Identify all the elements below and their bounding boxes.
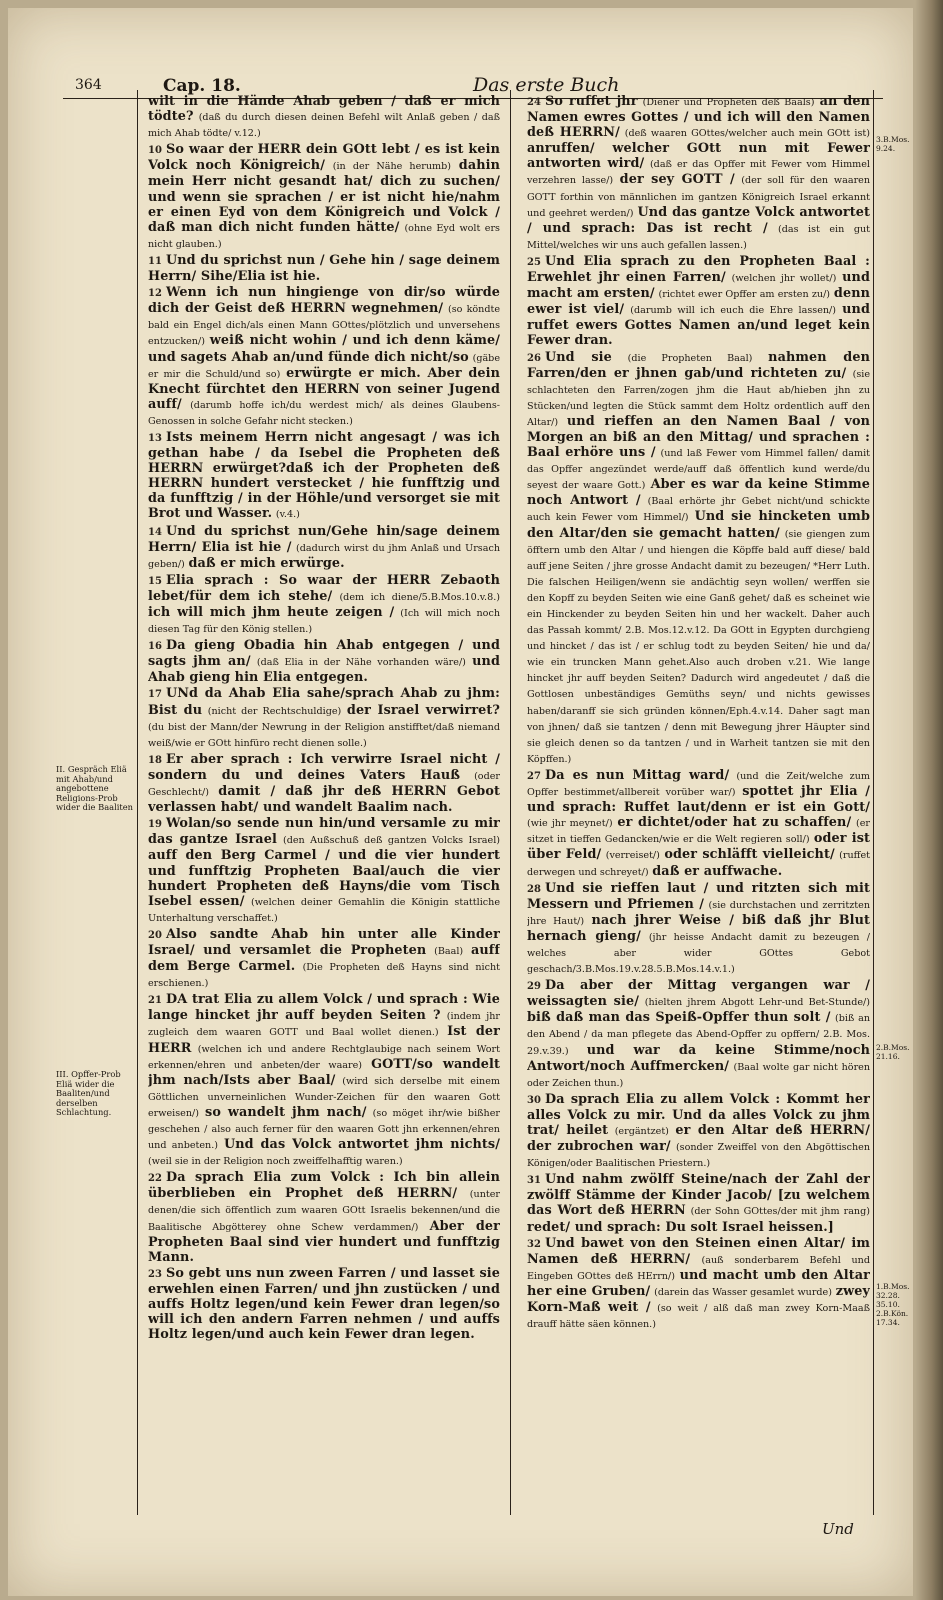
verse-paragraph (527, 768, 870, 880)
verse-number: 31 (527, 1175, 541, 1187)
verse-text: auff den Berg Carmel / und die vier hundert und funfftzig Propheten Baal/auch die vier hundert Propheten deß Hayns/die vom Tisch Isebel essen/ (148, 848, 500, 909)
verse-number: 23 (148, 1268, 162, 1280)
verse-text: So waar der HERR dein GOtt lebt / es ist kein Volck noch Königreich/ (148, 142, 500, 174)
verse-text: auff dem Berge Carmel. (148, 942, 500, 975)
verse-text: biß daß man das Speiß-Opffer thun solt / (527, 1010, 831, 1026)
column-rule-center (510, 90, 511, 1515)
gloss-text: (der soll für den waaren GOTT forthin von männlichen im gantzen Königreich Israel erkannt und geehret werden/) (527, 175, 870, 219)
gloss-text: (indem jhr zugleich dem waaren GOTT und Baal wollet dienen.) (148, 1011, 500, 1039)
verse-number: 24 (527, 97, 541, 108)
verse-number: 26 (527, 352, 541, 364)
gloss-text: (sie durchstachen und zerritzten jhre Haut/) (527, 899, 870, 927)
gloss-text: (ohne Eyd wolt ers nicht glauben.) (148, 222, 500, 250)
verse-paragraph (527, 881, 870, 978)
gloss-text: (Die Propheten deß Hayns sind nicht erschienen.) (148, 962, 500, 990)
verse-text: Ists meinem Herrn nicht angesagt / was ich gethan habe / da Isebel die Propheten deß HERRN erwürget?daß ich der Propheten deß HERRN hundert verstecket / hie funfftzig und da funfftzig / in der Höhle/und versorget sie mit Brot und Wasser. (148, 429, 500, 522)
book-title: Das erste Buch (473, 74, 620, 96)
margin-note-ii: II. Gespräch Eliä mit Ahab/und angebottene Religions-Prob wider die Baaliten (56, 764, 133, 813)
verse-text: er den Altar deß HERRN/ der zubrochen war/ (527, 1123, 870, 1155)
verse-text: Und sie rieffen laut / und ritzten sich mit Messern und Pfriemen / (527, 880, 870, 912)
verse-number: 18 (148, 754, 162, 766)
verse-paragraph (527, 978, 870, 1091)
verse-paragraph (148, 142, 500, 252)
gloss-text: (welchen deiner Gemahlin die Königin stattliche Unterhaltung verschaffet.) (148, 896, 500, 924)
chapter-label: Cap. 18. (163, 76, 241, 96)
gloss-text: (so möget ihr/wie bißher geschehen / also auch ferner für den waaren Gott jhn erkennen/ehren und anbeten.) (148, 1107, 500, 1152)
verse-text: Da gieng Obadia hin Ahab entgegen / und sagts jhm an/ (148, 638, 500, 670)
gloss-text: (Ich will mich noch diesen Tag für den König stellen.) (148, 608, 500, 636)
verse-paragraph (148, 430, 500, 523)
verse-text: er dichtet/oder hat zu schaffen/ (617, 815, 852, 831)
verse-paragraph (527, 1236, 870, 1333)
gloss-text: (Diener und Propheten deß Baals) (642, 97, 815, 108)
gloss-text: (darein das Wasser gesamlet wurde) (654, 1286, 832, 1298)
verse-text: der Israel verwirret? (346, 702, 500, 718)
gloss-text: (weil sie in der Religion noch zweiffelhafftig waren.) (148, 1156, 403, 1168)
verse-number: 15 (148, 575, 162, 587)
gloss-text: (dem ich diene/5.B.Mos.10.v.8.) (339, 591, 500, 603)
margin-rule-left (137, 90, 138, 1515)
gloss-text: (dadurch wirst du jhm Anlaß und Ursach geben/) (148, 542, 500, 570)
verse-paragraph (148, 1266, 500, 1342)
verse-number: 11 (148, 255, 162, 267)
gloss-text: (gäbe er mir die Schuld/und so) (148, 352, 500, 380)
gloss-text: (welchen jhr wollet/) (731, 273, 837, 285)
verse-text: und macht am ersten/ (527, 270, 870, 302)
verse-number: 32 (527, 1238, 541, 1250)
verse-text: und Ahab gieng hin Elia entgegen. (148, 654, 500, 686)
gloss-text: (das ist ein gut Mittel/welches wir uns auch gefallen lassen.) (527, 223, 870, 251)
verse-text: Aber der Propheten Baal sind vier hundert und funfftzig Mann. (148, 1218, 500, 1265)
margin-ref-3: 1.B.Mos. 32.28. 35.10. 2.B.Kön. 17.34. (876, 1282, 910, 1327)
verse-number: 21 (148, 995, 162, 1007)
verse-text: Da sprach Elia zum Volck : Ich bin allein überblieben ein Prophet deß HERRN/ (148, 1170, 500, 1202)
gloss-text: (daß er das Opffer mit Fewer vom Himmel verzehren lasse/) (527, 159, 870, 187)
gloss-text: (auß sonderbarem Befehl und Eingeben GOttes deß HErrn/) (527, 1254, 870, 1282)
margin-ref-2: 2.B.Mos. 21.16. (876, 1043, 910, 1061)
verse-paragraph (148, 686, 500, 750)
verse-text: zwey Korn-Maß weit / (527, 1283, 870, 1316)
verse-paragraph (148, 927, 500, 991)
gloss-text: (daß du durch diesen deinen Befehl wilt Anlaß geben / daß mich Ahab tödte/ v.12.) (148, 112, 500, 140)
gloss-text: (nicht der Rechtschuldige) (207, 705, 342, 717)
gloss-text: (wie jhr meynet/) (527, 818, 613, 830)
verse-text: Er aber sprach : Ich verwirre Israel nicht / sondern du und deines Vaters Hauß (148, 751, 500, 783)
verse-text: spottet jhr Elia / und sprach: Ruffet laut/denn er ist ein Gott/ (527, 784, 870, 816)
verse-text: Wenn ich nun hingienge von dir/so würde dich der Geist deß HERRN wegnehmen/ (148, 285, 500, 317)
verse-text: und war da keine Stimme/noch Antwort/noch Auffmercken/ (527, 1042, 870, 1074)
verse-text: Und sie (545, 349, 612, 365)
gloss-text: (wird sich derselbe mit einem Göttlichen unverneinlichen Wunder-Zeichen für den waaren Gott erweisen/) (148, 1075, 500, 1119)
gloss-text: (so köndte bald ein Engel dich/als einen Mann GOttes/plötzlich und unversehens entzucken/) (148, 304, 500, 348)
verse-text: und macht umb den Altar her eine Gruben/ (527, 1267, 870, 1299)
gloss-text: (und die Zeit/welche zum Opffer bestimmet/allbereit vorüber war/) (527, 770, 870, 799)
verse-paragraph (527, 94, 870, 253)
verse-text: Und bawet von den Steinen einen Altar/ im Namen deß HERRN/ (527, 1235, 870, 1267)
verse-paragraph (148, 94, 500, 141)
verse-number: 19 (148, 819, 162, 831)
gloss-text: (in der Nähe herumb) (332, 161, 452, 173)
verse-text: Aber es war da keine Stimme noch Antwort / (527, 477, 870, 509)
verse-text: an den Namen ewres Gottes / und ich will den Namen deß HERRN/ (527, 94, 870, 141)
verse-text: Da sprach Elia zu allem Volck : Kommt her alles Volck zu mir. Und da alles Volck zu jhm trat/ heilet (527, 1091, 870, 1138)
verse-text: Und nahm zwölff Steine/nach der Zahl der zwölff Stämme der Kinder Jacob/ [zu welchem das Wort deß HERRN (527, 1172, 870, 1219)
gloss-text: (sie giengen zum öfftern umb den Altar / und hiengen die Köpffe bald auff diese/ bald auff jene Seiten / jhre grosse Andacht damit zu bezeugen/ *Herr Luth. Die falschen Heiligen/wenn sie andächtig seyn wollen/ werffen sie den Kopff zu beyden Seiten wie eine Ganß gehet/ daß es scheinet wie ein Hinckender zu beyden Seiten hin und her wackelt. Daher auch das Passah kommt/ 2.B. Mos.12.v.12. Da GOtt in Egypten durchgieng und hincket / das ist / er schlug todt zu beyden Seiten/ hie und da/ wie ein truncken Mann gehet.Also auch droben v.21. Wie lange hincket jhr auff beyden Seiten? Dadurch wird angedeutet / daß die Gottlosen unbeständiges Gemüths seyn/ und nichts gewisses haben/daranff sie sich gründen können/Eph.4.v.14. Daher sagt man von jhnen/ daß sie tantzen / denn mit Bewegung jhrer Häupter sind sie gleich denen so da tantzen / und in Warheit tantzen sie mit den Köpffen.) (527, 528, 870, 765)
gloss-text: (v.4.) (275, 509, 300, 521)
gloss-text: (darumb will ich euch die Ehre lassen/) (630, 305, 837, 317)
verse-paragraph (148, 992, 500, 1169)
gloss-text: (Baal erhörte jhr Gebet nicht/und schickte auch kein Fewer vom Himmel/) (527, 496, 870, 524)
verse-text: Wolan/so sende nun hin/und versamle zu mir das gantze Israel (148, 816, 500, 848)
margin-rule-right (873, 90, 874, 1515)
verse-text: Da es nun Mittag ward/ (545, 767, 730, 783)
gloss-text: (den Außschuß deß gantzen Volcks Israel) (283, 835, 500, 847)
verse-number: 10 (148, 145, 162, 157)
verse-paragraph (148, 285, 500, 429)
verse-text: UNd da Ahab Elia sahe/sprach Ahab zu jhm: Bist du (148, 686, 500, 718)
verse-text: daß er auffwache. (652, 863, 783, 879)
gloss-text: (die Propheten Baal) (627, 352, 753, 364)
verse-text: erwürgte er mich. Aber dein Knecht fürchtet den HERRN von seiner Jugend auff/ (148, 365, 500, 412)
verse-text: DA trat Elia zu allem Volck / und sprach : Wie lange hincket jhr auff beyden Seiten ? (148, 992, 500, 1024)
verse-text: weiß nicht wohin / und ich denn käme/ und sagets Ahab an/und fünde dich nicht/so (148, 333, 500, 365)
verse-text: So ruffet jhr (545, 94, 638, 109)
verse-text: Und das Volck antwortet jhm nichts/ (223, 1137, 500, 1153)
gloss-text: (richtet ewer Opffer am ersten zu/) (658, 289, 831, 301)
gloss-text: (Baal wolte gar nicht hören oder Zeichen thun.) (527, 1061, 870, 1089)
verse-text: Und du sprichst nun/Gehe hin/sage deinem Herrn/ Elia ist hie / (148, 523, 500, 555)
margin-ref-1: 3.B.Mos. 9.24. (876, 135, 910, 153)
gloss-text: (du bist der Mann/der Newrung in der Religion anstifftet/daß niemand weiß/wie er GOtt hinfüro recht dienen solle.) (148, 721, 500, 749)
binding-fold (915, 0, 943, 1600)
gloss-text: (der Sohn GOttes/der mit jhm rang) (690, 1206, 870, 1218)
gloss-text: (und laß Fewer vom Himmel fallen/ damit das Opffer angezündet werde/auff daß öffentlich kund werde/du seyest der waare Gott.) (527, 448, 870, 492)
verse-text: daß er mich erwürge. (188, 555, 345, 571)
gloss-text: (Baal) (434, 945, 464, 957)
verse-text: redet/ und sprach: Du solt Israel heissen.] (527, 1219, 834, 1235)
gloss-text: (ergäntzet) (614, 1126, 669, 1137)
verse-number: 27 (527, 770, 541, 782)
gloss-text: (verreiset/) (605, 850, 660, 862)
margin-note-iii: III. Opffer-Prob Eliä wider die Baaliten/und derselben Schlachtung. (56, 1069, 121, 1118)
verse-number: 20 (148, 929, 162, 941)
verse-text: GOTT/so wandelt jhm nach/Ists aber Baal/ (148, 1056, 500, 1088)
verse-number: 22 (148, 1173, 162, 1185)
verse-number: 29 (527, 981, 541, 993)
verse-paragraph (527, 1172, 870, 1234)
verse-text: Da aber der Mittag vergangen war / weissagten sie/ (527, 978, 870, 1010)
verse-text: so wandelt jhm nach/ (205, 1104, 367, 1120)
page-number: 364 (75, 77, 102, 93)
verse-text: Und sie hincketen umb den Altar/den sie gemacht hatten/ (527, 509, 870, 541)
verse-paragraph (148, 573, 500, 637)
verse-paragraph (148, 253, 500, 284)
verse-text: Und Elia sprach zu den Propheten Baal : Erwehlet jhr einen Farren/ (527, 253, 870, 286)
gloss-text: (daß Elia in der Nähe vorhanden wäre/) (256, 657, 466, 669)
verse-paragraph (527, 254, 870, 349)
verse-number: 12 (148, 288, 162, 300)
verse-number: 30 (527, 1094, 541, 1106)
verse-paragraph (148, 1170, 500, 1265)
verse-paragraph (148, 752, 500, 815)
verse-paragraph (148, 638, 500, 685)
verse-paragraph (527, 1092, 870, 1171)
gloss-text: (unter denen/die sich öffentlich zum waaren GOtt Israelis bekennen/und die Baalitische Abgötterey ohne Schew verdammen/) (148, 1189, 500, 1233)
verse-text: wilt in die Hände Ahab geben / daß er mich tödte? (148, 94, 500, 125)
gloss-text: (sonder Zweiffel von den Abgöttischen Königen/oder Baalitischen Priestern.) (527, 1142, 870, 1170)
gloss-text: (welchen ich und andere Rechtglaubige nach seinem Wort erkennen/ehren und anbeten/der waare) (148, 1043, 500, 1071)
verse-text: denn ewer ist viel/ (527, 286, 870, 318)
verse-text: Ist der HERR (148, 1024, 500, 1056)
catchword: Und (822, 1520, 854, 1538)
gloss-text: (jhr heisse Andacht damit zu bezeugen / welches aber wider GOttes Gebot geschach/3.B.Mos.19.v.28.5.B.Mos.14.v.1.) (527, 931, 870, 976)
verse-paragraph (148, 524, 500, 572)
gloss-text: (so weit / alß daß man zwey Korn-Maaß drauff hätte säen können.) (527, 1303, 870, 1331)
verse-text: So gebt uns nun zween Farren / und lasset sie erwehlen einen Farren/ und jhn zustücken / und auffs Holtz legen/und kein Fewer dran legen/so will ich den andern Farren nehmen / und auffs Holtz legen/und auch kein Fewer dran legen. (148, 1265, 500, 1343)
verse-number: 17 (148, 689, 162, 701)
verse-text: der sey GOTT / (619, 172, 735, 188)
gloss-text: (sie schlachteten den Farren/zogen jhm die Haut ab/hieben jhn zu Stücken/und legten die Stück sammt dem Holtz ordentlich auff den Altar/) (527, 368, 870, 428)
text-column-left (148, 94, 500, 1514)
gloss-text: (darumb hoffe ich/du werdest mich/ als deines Glaubens-Genossen in solche Gefahr nicht stecken.) (148, 399, 500, 427)
verse-number: 28 (527, 883, 541, 895)
text-column-right (527, 94, 870, 1514)
verse-text: damit / daß jhr deß HERRN Gebot verlassen habt/ und wandelt Baalim nach. (148, 784, 500, 816)
verse-text: anruffen/ welcher GOtt nun mit Fewer antworten wird/ (527, 141, 870, 172)
verse-text: oder ist über Feld/ (527, 831, 870, 863)
verse-text: dahin mein Herr nicht gesandt hat/ dich zu suchen/ und wenn sie sprachen / er ist nicht hie/nahm er einen Eyd von dem Königreich und Volck / daß man dich nicht funden hätte/ (148, 158, 500, 235)
gloss-text: (er sitzet in tieffen Gedancken/wie er die Welt regieren soll/) (527, 818, 870, 846)
verse-number: 14 (148, 526, 162, 538)
verse-text: und rieffen an den Namen Baal / von Morgen an biß an den Mittag/ und sprachen : Baal erhöre uns / (527, 413, 870, 461)
verse-paragraph (527, 350, 870, 767)
gloss-text: (deß waaren GOttes/welcher auch mein GOtt ist) (624, 128, 870, 140)
verse-text: nahmen den Farren/den er jhnen gab/und richteten zu/ (527, 349, 870, 381)
verse-number: 25 (527, 256, 541, 268)
verse-number: 13 (148, 432, 162, 444)
verse-text: oder schläfft vielleicht/ (664, 847, 835, 863)
verse-text: Und das gantze Volck antwortet / und sprach: Das ist recht / (527, 204, 870, 236)
verse-text: ich will mich jhm heute zeigen / (148, 605, 395, 620)
gloss-text: (biß an den Abend / da man pflegete das Abend-Opffer zu opffern/ 2.B. Mos. 29.v.39.) (527, 1013, 870, 1057)
verse-text: Elia sprach : So waar der HERR Zebaoth lebet/für dem ich stehe/ (148, 572, 500, 604)
verse-text: Und du sprichst nun / Gehe hin / sage deinem Herrn/ Sihe/Elia ist hie. (148, 252, 500, 285)
verse-text: Also sandte Ahab hin unter alle Kinder Israel/ und versamlet die Propheten (148, 926, 500, 958)
gloss-text: (oder Geschlecht/) (148, 770, 500, 799)
verse-text: und ruffet ewers Gottes Namen an/und leget kein Fewer dran. (527, 302, 870, 349)
verse-paragraph (148, 816, 500, 926)
verse-number: 16 (148, 641, 162, 653)
gloss-text: (hielten jhrem Abgott Lehr-und Bet-Stunde/) (644, 997, 870, 1009)
gloss-text: (ruffet derwegen und schreyet/) (527, 850, 870, 878)
verse-text: nach jhrer Weise / biß daß jhr Blut hernach gieng/ (527, 912, 870, 944)
